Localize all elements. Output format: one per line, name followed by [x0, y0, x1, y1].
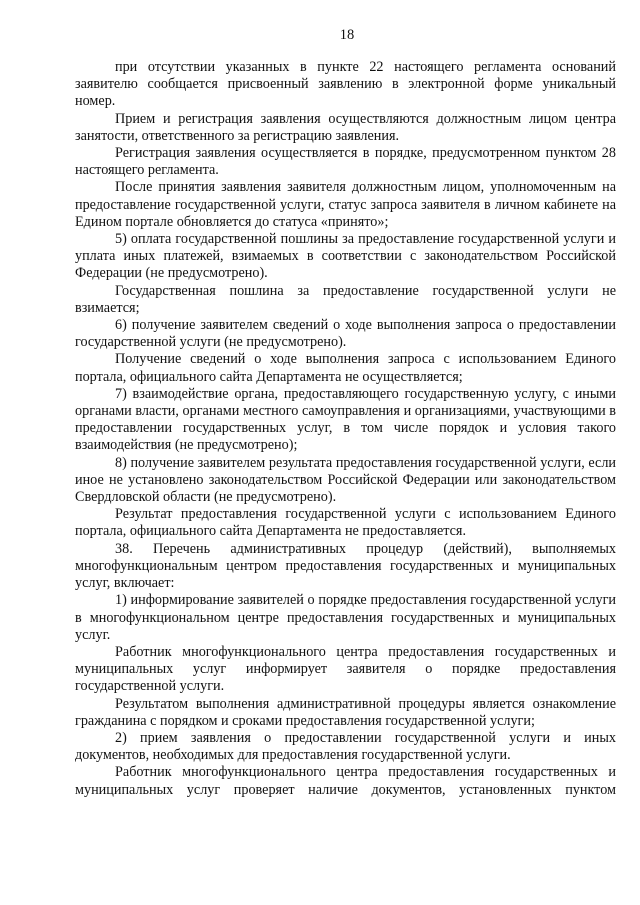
paragraph: Результатом выполнения административной процедуры является ознакомление гражданина с порядком и сроками предоставления государственной услуги; [75, 695, 616, 729]
paragraph: 8) получение заявителем результата предоставления государственной услуги, если иное не установлено законодательством Российской Федерации или законодательством Свердловской области (не предусмотрено). [75, 454, 616, 506]
paragraph: Работник многофункционального центра предоставления государственных и муниципальных услуг проверяет наличие документов, установленных пунктом [75, 764, 616, 798]
paragraph: 2) прием заявления о предоставлении государственной услуги и иных документов, необходимых для предоставления государственной услуги. [75, 729, 616, 764]
page-number: 18 [339, 27, 355, 43]
paragraph: Работник многофункционального центра предоставления государственных и муниципальных услуг информирует заявителя о порядке предоставления государственной услуги. [75, 643, 616, 695]
paragraph: 5) оплата государственной пошлины за предоставление государственной услуги и уплата иных платежей, взимаемых в соответствии с законодательством Российской Федерации (не предусмотрено). [75, 231, 616, 282]
paragraph: Государственная пошлина за предоставление государственной услуги не взимается; [75, 282, 616, 316]
document-body [75, 59, 616, 799]
paragraph: 7) взаимодействие органа, предоставляющего государственную услугу, с иными органами власти, органами местного самоуправления и организациями, участвующими в предоставлении государственных услуг, в том числе порядок и условия такого взаимодействия (не предусмотрено); [75, 385, 616, 454]
paragraph: при отсутствии указанных в пункте 22 настоящего регламента оснований заявителю сообщается присвоенный заявлению в электронной форме уникальный номер. [75, 59, 616, 110]
paragraph: Регистрация заявления осуществляется в порядке, предусмотренном пунктом 28 настоящего регламента. [75, 145, 616, 179]
paragraph: Получение сведений о ходе выполнения запроса с использованием Единого портала, официального сайта Департамента не осуществляется; [75, 351, 616, 385]
paragraph: 38. Перечень административных процедур (действий), выполняемых многофункциональным центром предоставления государственных и муниципальных услуг, включает: [75, 540, 616, 592]
paragraph: Прием и регистрация заявления осуществляются должностным лицом центра занятости, ответственного за регистрацию заявления. [75, 110, 616, 144]
paragraph: Результат предоставления государственной услуги с использованием Единого портала, официального сайта Департамента не предоставляется. [75, 506, 616, 540]
paragraph: После принятия заявления заявителя должностным лицом, уполномоченным на предоставление государственной услуги, статус запроса заявителя в личном кабинете на Едином портале обновляется до статуса «принято»; [75, 179, 616, 230]
paragraph: 1) информирование заявителей о порядке предоставления государственной услуги в многофункциональном центре предоставления государственных и муниципальных услуг. [75, 592, 616, 643]
paragraph: 6) получение заявителем сведений о ходе выполнения запроса о предоставлении государственной услуги (не предусмотрено). [75, 317, 616, 351]
